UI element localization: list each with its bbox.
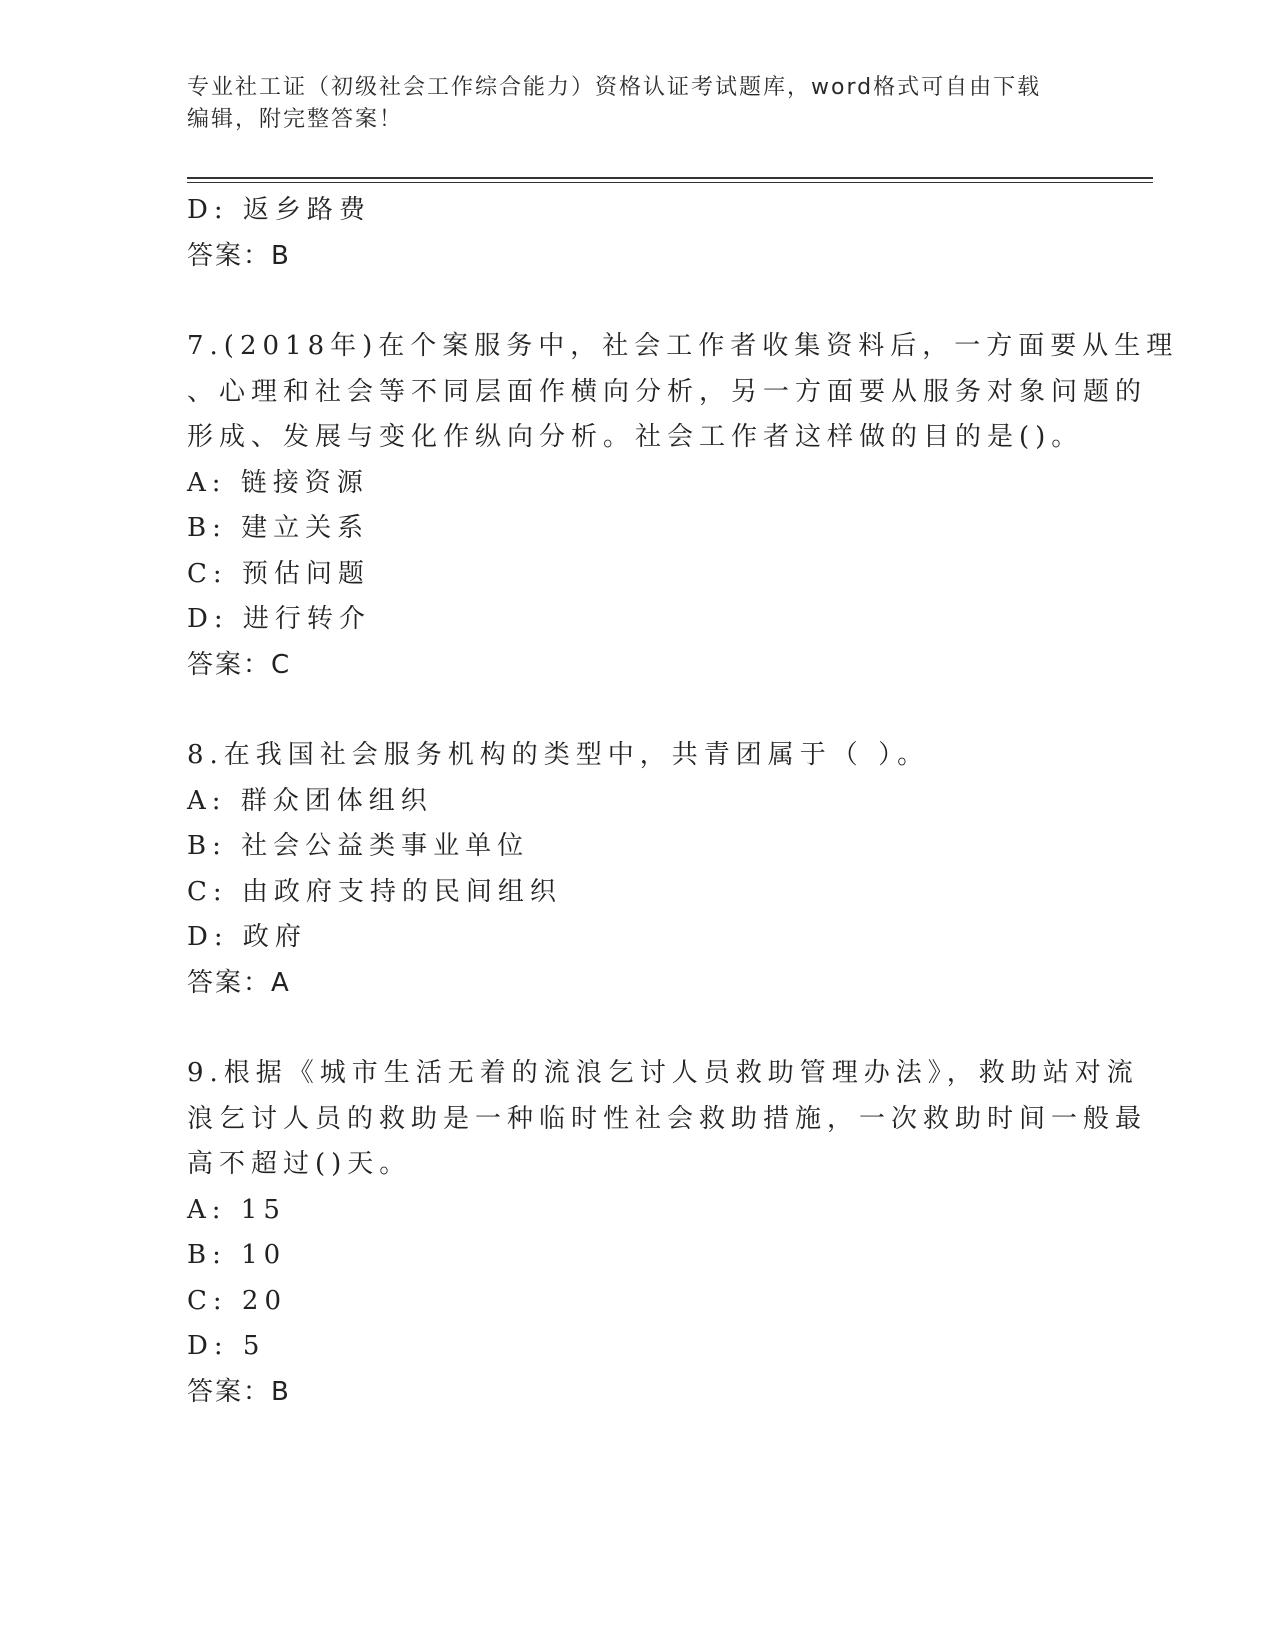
header-line-2: 编辑，附完整答案！ xyxy=(187,107,404,132)
question-8-answer: 答案：A xyxy=(187,967,291,998)
question-9-option-b: B: 10 xyxy=(187,1240,287,1270)
question-9-text-line-2: 浪乞讨人员的救助是一种临时性社会救助措施，一次救助时间一般最 xyxy=(187,1103,1148,1134)
document-body xyxy=(187,188,1179,1415)
question-9 xyxy=(187,1051,1148,1415)
question-8-text-line-1: 8.在我国社会服务机构的类型中，共青团属于（ ）。 xyxy=(187,740,930,770)
question-9-option-a: A: 15 xyxy=(187,1194,286,1225)
question-7-option-b: B: 建立关系 xyxy=(187,513,370,543)
question-7-option-c: C: 预估问题 xyxy=(187,558,370,589)
question-8-option-d: D: 政府 xyxy=(187,922,307,952)
question-7 xyxy=(187,324,1179,688)
question-8-option-a: A: 群众团体组织 xyxy=(187,785,433,816)
prev-option-d: D: 返乡路费 xyxy=(187,195,371,225)
question-9-answer: 答案：B xyxy=(187,1376,291,1407)
spacer xyxy=(187,279,1067,324)
spacer xyxy=(187,688,1067,733)
question-7-option-d: D: 进行转介 xyxy=(187,604,371,634)
page-header xyxy=(187,72,1087,136)
question-9-text-line-1: 9.根据《城市生活无着的流浪乞讨人员救助管理办法》，救助站对流 xyxy=(187,1058,1139,1088)
question-8-option-b: B: 社会公益类事业单位 xyxy=(187,831,530,861)
spacer xyxy=(187,1006,1067,1051)
question-9-option-d: D: 5 xyxy=(187,1331,266,1361)
header-line-1: 专业社工证（初级社会工作综合能力）资格认证考试题库，word格式可自由下载 xyxy=(187,75,1042,100)
question-9-text-line-3: 高不超过()天。 xyxy=(187,1149,412,1179)
prev-answer: 答案：B xyxy=(187,240,291,271)
question-7-text-line-3: 形成、发展与变化作纵向分析。社会工作者这样做的目的是()。 xyxy=(187,422,1084,452)
question-7-text-line-1: 7.(2018年)在个案服务中，社会工作者收集资料后，一方面要从生理 xyxy=(187,331,1179,361)
question-7-text-line-2: 、心理和社会等不同层面作横向分析，另一方面要从服务对象问题的 xyxy=(187,376,1148,407)
question-9-option-c: C: 20 xyxy=(187,1285,288,1316)
question-8-option-c: C: 由政府支持的民间组织 xyxy=(187,876,562,907)
question-7-option-a: A: 链接资源 xyxy=(187,467,369,498)
question-7-answer: 答案：C xyxy=(187,649,292,680)
question-8 xyxy=(187,733,1067,1006)
header-divider xyxy=(187,177,1153,183)
